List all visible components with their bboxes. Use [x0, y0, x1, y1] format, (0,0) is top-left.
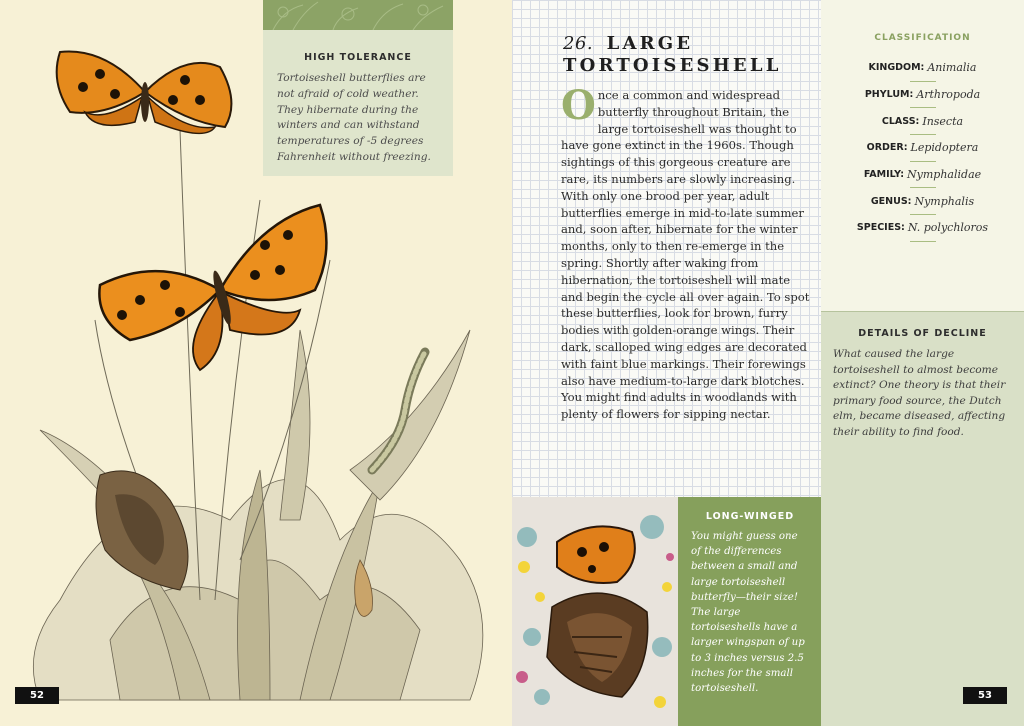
classification-value: Nymphalis [914, 194, 975, 208]
decorative-top-tab [263, 0, 453, 30]
classification-label: SPECIES: [856, 222, 905, 234]
butterfly-photo-image [512, 497, 678, 726]
classification-label: CLASS: [881, 115, 920, 127]
classification-row-order [821, 135, 1024, 161]
leaf-pattern-icon [263, 0, 453, 30]
classification-value: Lepidoptera [910, 141, 979, 155]
classification-value: N. polychloros [907, 221, 989, 235]
drop-cap: O [561, 82, 596, 129]
classification-list [821, 55, 1024, 242]
high-tolerance-box [263, 30, 453, 176]
article-number: 26. [563, 33, 594, 54]
page-number-right: 53 [963, 687, 1007, 704]
article-body [561, 82, 811, 423]
classification-label: ORDER: [866, 142, 908, 154]
high-tolerance-heading: HIGH TOLERANCE [304, 52, 412, 63]
article-panel [512, 0, 821, 497]
decline-text: What caused the large tortoiseshell to almost become extinct? One theory is that their primary food source, the Dutch elm, became diseased, affecting their ability to find food. [833, 348, 1006, 438]
classification-row-class [821, 108, 1024, 134]
classification-row-family [821, 162, 1024, 188]
classification-label: KINGDOM: [868, 62, 925, 74]
classification-heading: CLASSIFICATION [874, 33, 971, 43]
classification-value: Nymphalidae [907, 168, 982, 182]
butterfly-top [57, 52, 232, 134]
classification-label: PHYLUM: [864, 89, 914, 101]
classification-value: Animalia [927, 61, 977, 75]
butterfly-main [99, 205, 326, 370]
classification-row-genus [821, 188, 1024, 214]
page-number-left: 52 [15, 687, 59, 704]
long-winged-box [678, 497, 821, 726]
decline-panel [821, 312, 1024, 726]
butterfly-photo [512, 497, 678, 726]
article-body-text: nce a common and widespread butterfly throughout Britain, the large tortoiseshell was thought to have gone extinct in the 1960s. Though sightings of this gorgeous creature are rare, its numbers are slowly increasing. With only one brood per year, adult butterflies emerge in mid-to-late summer and, soon after, hibernate for the winter months, only to then re-emerge in the spring. Shortly after waking from hibernation, the tortoiseshell will mate and begin the cycle all over again. To spot these butterflies, look for brown, furry bodies with golden-orange wings. Their dark, scalloped wing edges are decorated with faint blue markings. Their forewings also have medium-to-large dark blotches. You might find adults in woodlands with plenty of flowers for sipping nectar. [561, 88, 810, 422]
classification-label: GENUS: [870, 195, 912, 207]
classification-panel [821, 0, 1024, 312]
classification-divider [910, 241, 936, 242]
classification-value: Insecta [922, 114, 964, 128]
right-page [512, 0, 1024, 726]
classification-value: Arthropoda [916, 88, 981, 102]
high-tolerance-text: Tortoiseshell butterflies are not afraid of cold weather. They hibernate during the winters and can withstand temperatures of -5 degrees Fahrenheit without freezing. [277, 72, 431, 163]
article-title [563, 33, 813, 77]
article-title-line2: TORTOISESHELL [563, 55, 782, 76]
long-winged-text: You might guess one of the differences between a small and large tortoiseshell butterfly—their size! The large tortoiseshells have a larger wingspan of up to 3 inches versus 2.5 inches for the small tortoiseshell. [691, 531, 805, 695]
classification-row-kingdom [821, 55, 1024, 81]
classification-label: FAMILY: [863, 169, 905, 181]
article-title-line1: LARGE [606, 33, 694, 54]
long-winged-heading: LONG-WINGED [705, 511, 795, 522]
classification-row-species [821, 215, 1024, 241]
classification-row-phylum [821, 82, 1024, 108]
decline-heading: DETAILS OF DECLINE [858, 328, 987, 339]
